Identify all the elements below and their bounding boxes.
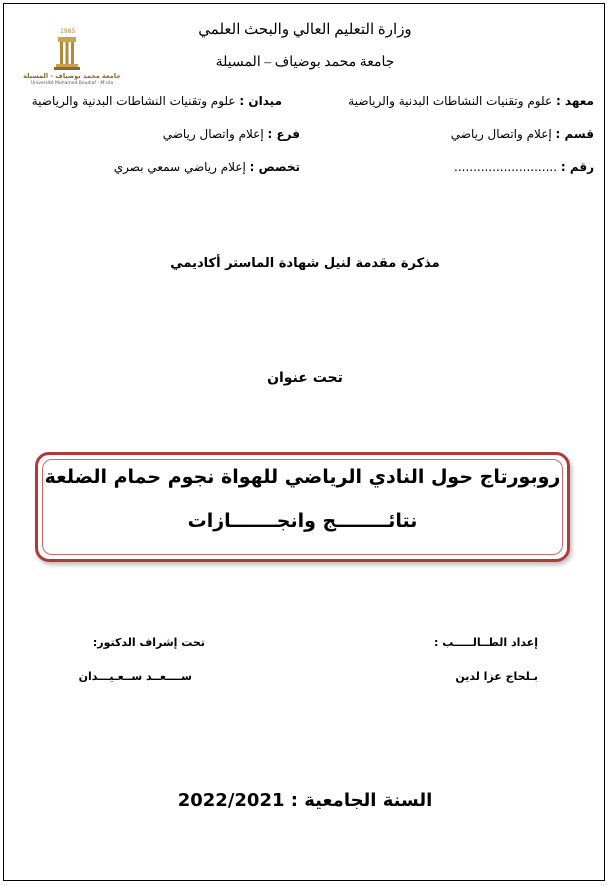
logo-year: 1985 (60, 28, 76, 35)
specialty-value: إعلام رياضي سمعي بصري (113, 160, 246, 174)
number-line (454, 160, 594, 174)
branch-line (163, 127, 300, 141)
institute-line (348, 94, 594, 108)
ministry-heading: وزارة التعليم العالي والبحث العلمي (198, 22, 412, 38)
supervisor-label: تحت إشراف الدكتور: (92, 636, 205, 649)
university-tower-icon (54, 35, 80, 71)
field-line (32, 94, 282, 108)
thesis-title-line2: نتائــــــــج وانجـــــــازات (187, 510, 418, 532)
logo-name-french: Université Mohamed Boudiaf - M'sila (30, 81, 114, 86)
department-label: قسم : (555, 127, 594, 141)
field-label: ميدان : (239, 94, 282, 108)
thesis-title-line1: روبورتاج حول النادي الرياضي للهواة نجوم حمام الضلعة (44, 466, 561, 488)
under-title-label: تحت عنوان (267, 370, 343, 386)
specialty-line (114, 160, 300, 174)
institute-label: معهد : (555, 94, 594, 108)
department-value: إعلام واتصال رياضي (450, 127, 552, 141)
memo-statement: مذكرة مقدمة لنيل شهادة الماستر أكاديمي (170, 256, 440, 271)
department-line (451, 127, 594, 141)
student-label: إعداد الطــالـــــب : (434, 636, 538, 649)
number-label: رقم : (560, 160, 594, 174)
university-heading: جامعة محمد بوضياف – المسيلة (215, 55, 395, 70)
field-value: علوم وتقنيات النشاطات البدنية والرياضية (31, 94, 236, 108)
branch-label: فرع : (267, 127, 300, 141)
institute-value: علوم وتقنيات النشاطات البدنية والرياضية (348, 94, 553, 108)
student-name: بـلحاج عزا لدين (455, 670, 538, 683)
specialty-label: تخصص : (249, 160, 300, 174)
branch-value: إعلام واتصال رياضي (162, 127, 264, 141)
logo-name-arabic: جامعة محمد بوضياف - المسيلة (23, 72, 121, 80)
academic-year: السنة الجامعية : 2022/2021 (177, 790, 433, 811)
supervisor-name: ســــعــد ســعـيـــدان (78, 670, 192, 683)
number-value: ........................... (454, 160, 558, 174)
university-logo (12, 28, 132, 90)
